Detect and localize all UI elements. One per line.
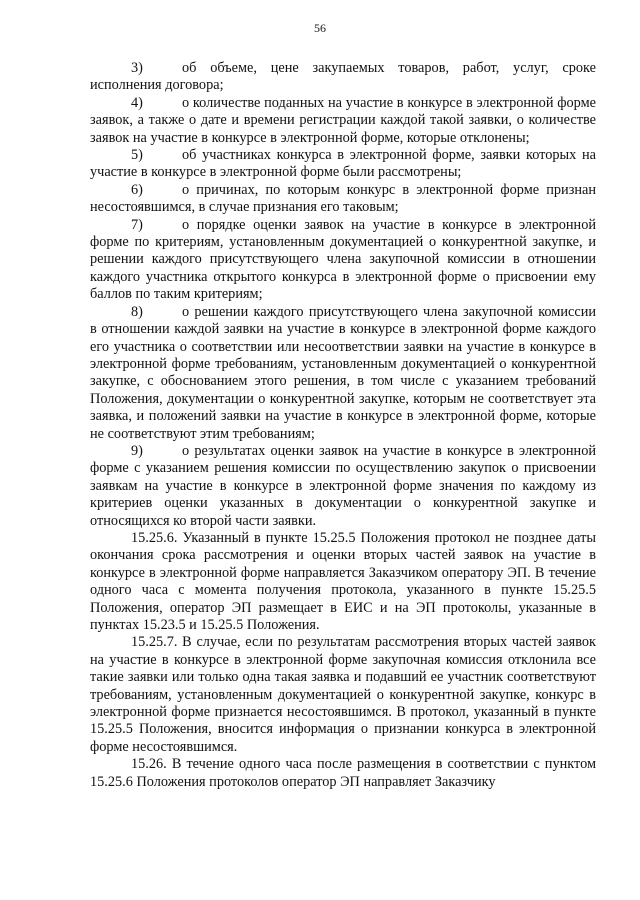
paragraph-15-25-7: 15.25.7. В случае, если по результатам рассмотрения вторых частей заявок на участие в конкурсе в электронной форме закупочная комиссия отклонила все такие заявки или только одна такая заявка и подавший ее участник соответствуют требованиям, установленным документацией о конкурентной закупке, конкурс в электронной форме признается несостоявшимся. В протокол, указанный в пункте 15.25.5 Положения, вносится информация о признании конкурса в электронной форме несостоявшимся. xyxy=(90,634,596,755)
list-item-text: об объеме, цене закупаемых товаров, работ, услуг, сроке исполнения договора; xyxy=(90,60,596,94)
list-item-number: 6) xyxy=(131,181,143,198)
paragraph-15-25-6: 15.25.6. Указанный в пункте 15.25.5 Положения протокол не позднее даты окончания срока рассмотрения и оценки вторых частей заявок на участие в конкурсе в электронной форме направляется Заказчиком оператору ЭП. В течение одного часа с момента получения протокола, указанного в пункте 15.25.5 Положения, оператор ЭП размещает в ЕИС и на ЭП протоколы, указанные в пунктах 15.23.5 и 15.25.5 Положения. xyxy=(90,529,596,633)
list-item-number: 5) xyxy=(131,147,143,164)
list-item-number: 4) xyxy=(131,94,143,111)
list-item-text: о решении каждого присутствующего члена закупочной комиссии в отношении каждой заявки на участие в конкурсе в электронной форме каждого его участника о соответствии или несоответствии заявки на участие в конкурсе в электронной форме требованиям, установленным документацией о конкурентной закупке, с обоснованием этого решения, в том числе с указанием требований Положения, документации о конкурентной закупке, которым не соответствует эта заявка, и положений заявки на участие в конкурсе в электронной форме, которые не соответствуют этим требованиям; xyxy=(90,303,596,442)
list-item-number: 3) xyxy=(131,60,143,76)
list-item-text: о порядке оценки заявок на участие в конкурсе в электронной форме по критериям, установленным документацией о конкурентной закупке, и решении каждого присутствующего члена закупочной комиссии в отношении каждого участника открытого конкурса в электронной форме о присвоении ему баллов по таким критериям; xyxy=(90,216,596,303)
list-item-5 xyxy=(90,147,596,182)
list-item-text: о причинах, по которым конкурс в электронной форме признан несостоявшимся, в случае признания его таковым; xyxy=(90,181,596,216)
document-body xyxy=(90,60,596,791)
list-item-7 xyxy=(90,217,596,304)
list-item-text: о результатах оценки заявок на участие в конкурсе в электронной форме с указанием решения комиссии по осуществлению закупок о присвоении заявкам на участие в конкурсе в электронной форме значения по каждому из критериев оценки указанных в документации о конкурентной закупке и относящихся ко второй части заявки. xyxy=(90,442,596,529)
list-item-6 xyxy=(90,182,596,217)
list-item-3 xyxy=(90,60,596,95)
list-item-text: о количестве поданных на участие в конкурсе в электронной форме заявок, а также о дате и времени регистрации каждой такой заявки, о количестве заявок на участие в конкурсе в электронной форме, которые отклонены; xyxy=(90,94,596,146)
list-item-number: 9) xyxy=(131,442,143,459)
page-number: 56 xyxy=(314,21,326,35)
list-item-text: об участниках конкурса в электронной форме, заявки которых на участие в конкурсе в электронной форме были рассмотрены; xyxy=(90,147,596,181)
list-item-9 xyxy=(90,443,596,530)
paragraph-15-26: 15.26. В течение одного часа после размещения в соответствии с пунктом 15.25.6 Положения протоколов оператор ЭП направляет Заказчику xyxy=(90,756,596,790)
list-item-4 xyxy=(90,95,596,147)
list-item-8 xyxy=(90,304,596,443)
list-item-number: 8) xyxy=(131,303,143,320)
list-item-number: 7) xyxy=(131,216,143,233)
